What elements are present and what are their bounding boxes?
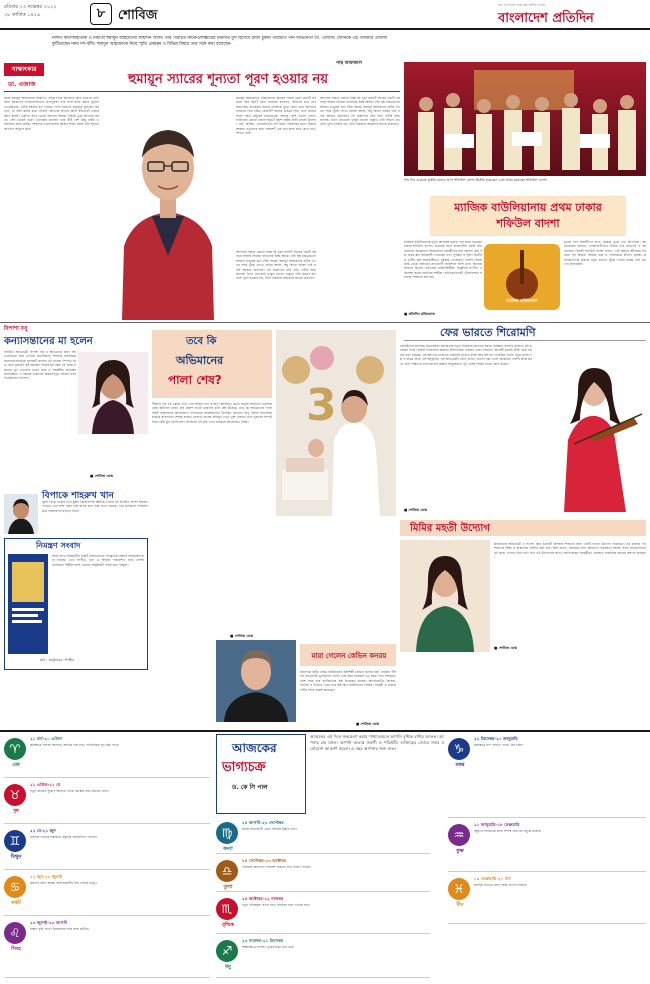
zodiac-text: নতুন পরিকল্পনা সফল হবে। সাহসের সঙ্গে এগিয়ে যান। (242, 903, 310, 907)
abhimaan-byline: ■ শোবিজ ডেস্ক (230, 634, 253, 638)
bauli-body-right: চূড়ান্ত পর্বে বিজয়ীদের হাতে পুরস্কার তুলে দেন অতিথিরা। আয়োজকরা জানান, লোকসংগীতের ঐতিহ্য ধরে রাখতেই এ আয়োজন। বিজয়ী শফিউল বাদশা বলেন, এটি আমার জীবনের সবচেয়ে বড় অর্জন। আমার গুরু ও পরিবারকে উৎসর্গ করছি। প্রতিযোগিতার মাধ্যমে নতুন প্রতিভা খুঁজে পাওয়া যাচ্ছে বলে মত দেন বিচারকরা। (564, 240, 646, 267)
bauli-headline: ম্যাজিক বাউলিয়ানায় প্রথম ঢাকার শফিউল বাদশা (454, 201, 602, 230)
zodiac-name: কর্কট (11, 900, 21, 906)
zodiac-name: কুম্ভ (456, 848, 464, 854)
zodiac-text: কাজে মনোযোগী হোন। আর্থিক উন্নতি হবে। (242, 827, 297, 831)
nimantran-poster (8, 554, 48, 654)
zodiac-name: সিংহ (11, 946, 21, 952)
nimantran-headline: নিমন্ত্রণ সংবাদ (36, 541, 81, 550)
horoscope-title-1: আজকের (232, 741, 277, 755)
bauli-award-photo (404, 62, 646, 176)
horoscope-card (4, 826, 210, 870)
zodiac-text: আর্থিক লাভের যোগ। স্বাস্থ্য ভালো থাকবে। (474, 883, 528, 887)
zodiac-text: নতুন কাজের সুযোগ আসতে পারে। স্বাস্থ্যের প্রতি যত্নবান হোন। (30, 789, 109, 793)
balloon-number: 3 (306, 380, 337, 431)
mimi-body: কলকাতার অভিনেত্রী ও সাংসদ মিমি চক্রবর্তী অসহায় শিশুদের জন্য একটি দাতব্য উদ্যোগ নিয়েছেন। এর মাধ্যমে পথশিশুদের শিক্ষা ও স্বাস্থ্যসেবা নিশ্চিত করা হবে। মিমি বলেন, সমাজের প্রতি আমাদের দায়বদ্ধতা আছে। সবার সহযোগিতায় এই কাজ এগিয়ে নিতে চাই। তার এই উদ্যোগকে স্বাগত জানিয়েছেন সহকর্মীরা। ভক্তরাও সামাজিক মাধ্যমে প্রশংসা করছেন। (494, 542, 646, 560)
bauli-photo-caption: গত দিন গুরুকে তৃতীয় রানার আপ শফিউল বাদশা দ্বিতীয় হয়েছেন এবং প্রথম হয়েছেন শফিউল বাদশা (404, 178, 547, 182)
portrait-svg (104, 96, 232, 320)
section-title: শোবিজ (118, 8, 158, 23)
zodiac-name: তুলা (223, 884, 233, 890)
horoscope-card (4, 734, 210, 778)
zodiac-8-icon: ♏ (216, 898, 238, 920)
zodiac-2-icon: ♉ (4, 784, 26, 806)
zodiac-name: মেষ (12, 762, 20, 768)
shahrukh-photo (4, 494, 38, 534)
conroy-headline: মারা গেলেন কেভিন কনরয় (311, 652, 387, 660)
bauli-logo-label: ম্যাজিক বাউলিয়ানা (506, 298, 538, 303)
row1-divider (0, 322, 650, 323)
conroy-byline: ■ শোবিজ ডেস্ক (356, 722, 379, 726)
abhimaan-headline-1: তবে কি (186, 336, 217, 347)
abhimaan-headline-2: অভিমানের (176, 354, 224, 367)
horoscope-astrologer: ড. কে সি পাল (232, 784, 268, 791)
zodiac-name: মিথুন (10, 854, 22, 860)
zodiac-name: মকর (455, 762, 465, 768)
abhimaan-body: দীর্ঘদিন পর এক ফ্রেমে দেখা গেল শাকিব খান ও অপু বিশ্বাসকে। ছেলে জয়ের জন্মদিনে একসঙ্গে কেক কাটলেন তারা। ছবি প্রকাশ হতেই ভক্তদের মধ্যে প্রশ্ন উঠেছে, তবে কি অভিমানের পালা শেষ? জন্মদিনের আয়োজনে পরিবারের ঘনিষ্ঠজনেরা উপস্থিত ছিলেন। অপু বিশ্বাস সামাজিক মাধ্যমে ছবিগুলো শেয়ার করেন। সেখানে জয়ের হাসিমুখ দেখে খুশি ভক্তরা। তবে দুজনের সম্পর্ক নিয়ে কেউ মুখ খোলেননি। শোবিজে এই ছবি এখন সবচেয়ে আলোচিত বিষয়। (152, 402, 272, 424)
zodiac-date: ২৪ সেপ্টেম্বর-২৩ অক্টোবর (242, 858, 286, 863)
zodiac-date: ২১ জানুয়ারি-১৮ ফেব্রুয়ারি (474, 822, 520, 827)
nimantran-body: আজ রাতে রাজধানীর একটি মিলনায়তনে সাংস্কৃতিক সন্ধ্যার আয়োজন করা হয়েছে। এতে সংগীত, নৃত্য ও আবৃত্তি পরিবেশিত হবে। দেশের খ্যাতিমান শিল্পীরা অংশ নেবেন। অনুষ্ঠানটি সবার জন্য উন্মুক্ত। (52, 554, 144, 567)
interview-body-col2: হুমায়ূন আহমেদের পরিচালনায় কাজের সময়ে কোন কথাটি সবচেয়ে প্রিয় ছিল? তিনি সবসময় বলতেন, অভিনয় হতে হবে স্বাভাবিক। ক্যামেরার সামনে নিজেকে ভুলে যেতে হবে। আপনার সবচেয়ে প্রিয় চরিত্র কোনটি? অনেক চরিত্রই প্রিয়, তবে গ্রামের সহজ সরল মানুষের চরিত্রগুলো আমার বেশি ভালো লাগে। শুটিংয়ের কোনো মজার স্মৃতি? নুহাশ পল্লীর শুটিং মানেই উৎসব। গান, আড্ডা, খাওয়াদাওয়া সব মিলে পরিবারের মতো ছিলাম আমরা। নতুনদের জন্য পরামর্শ? ধৈর্য ধরে কাজ করে যেতে হবে, শিখতে হবে। (236, 96, 316, 136)
date-line-2: ২৮ কার্তিক ১৪২৯ (4, 12, 41, 18)
zodiac-10-icon: ♑ (448, 738, 470, 760)
zodiac-9-icon: ♐ (216, 940, 238, 962)
shiromoni-rule (404, 340, 646, 341)
zodiac-date: ২১ মার্চ-২০ এপ্রিল (30, 736, 62, 741)
shiromoni-byline: ■ শোবিজ ডেস্ক (404, 508, 427, 512)
zodiac-name: বৃশ্চিক (222, 922, 234, 928)
page-number (90, 3, 112, 25)
horoscope-intro: আজকের এই দিনে জন্মগ্রহণ করায় পাশ্চাত্যমতে আপনি বৃশ্চিক রাশির জাতক। আপনার গ্রহ মঙ্গল। আপনি অত্যন্ত সাহসী ও পরিশ্রমী। ব্যক্তিত্বের জোরে সবার মনোযোগ আকর্ষণ করেন। এ বছর আপনার জন্য শুভ। (310, 734, 444, 751)
brand-tagline: সত্য ও ন্যায়ের পক্ষে আপোষহীন দৈনিক (498, 3, 545, 7)
shiromoni-headline: ফের ভারতে শিরোমণি (440, 326, 536, 339)
interview-kicker (4, 63, 44, 76)
interview-headline-rule (4, 91, 400, 92)
conroy-body: কিংবদন্তি কার্টুন চরিত্র ব্যাটম্যানের কণ্ঠশিল্পী কেভিন কনরয় মারা গেছেন। দীর্ঘদিন ক্যানসারে ভুগছিলেন তিনি। তার বয়স হয়েছিল ৬৬ বছর। তিন দশকেরও বেশি সময় ধরে ব্যাটম্যানের কণ্ঠ দিয়েছেন কনরয়। অ্যানিমেটেড সিরিজ, সিনেমা ও ভিডিও গেমে তার কণ্ঠ ছিল ব্যাটম্যানের পরিচয়। সহকর্মী ও ভক্তরা গভীর শোক প্রকাশ করেছেন। (300, 670, 396, 692)
mimi-headline: মিমির মহতী উদ্যোগ (410, 523, 490, 534)
shiromoni-body: ঢালিউডের জনপ্রিয় চিত্রনায়িকা কলকাতার নতুন সিনেমায় অভিনয় করতে যাচ্ছেন। সম্প্রতি চুক্তিতে সই করেছেন তিনি। ছবিটি পরিচালনা করবেন টালিগঞ্জের একজন তরুণ নির্মাতা। আগামী মাসেই শুটিং শুরু হওয়ার কথা রয়েছে। এর আগেও ভারতের একাধিক ছবিতে কাজ করে প্রশংসা পেয়েছেন তিনি। নতুন ছবির গল্প ও চরিত্র নিয়ে বেশ উচ্ছ্বসিত এই অভিনেত্রী। তিনি বলেন, ভালো গল্প পেলে যেকোনো দেশেই কাজ করতে চাই। দর্শকদের ভালোবাসাই আমার অনুপ্রেরণা। দুই দেশের দর্শকই তাকে পছন্দ করেন। (400, 344, 532, 366)
zodiac-3-icon: ♊ (4, 830, 26, 852)
zodiac-date: ২১ এপ্রিল-২১ মে (30, 782, 61, 787)
mimi-photo (400, 540, 490, 652)
mimi-svg (400, 540, 490, 652)
award-photo-svg (404, 62, 646, 176)
bipasha-kicker: বিপাশা বসু (4, 326, 28, 332)
horoscope-card (448, 734, 646, 818)
interview-kicker-label: সাক্ষাৎকার (11, 66, 37, 73)
horoscope-card (448, 874, 646, 924)
shiromoni-photo (534, 344, 646, 512)
zodiac-1-icon: ♈ (4, 738, 26, 760)
page-number-label: ৮ (96, 5, 106, 21)
horoscope-card (216, 818, 430, 854)
zodiac-text: ব্যবসায় লাভের সম্ভাবনা। বন্ধুদের সহযোগিতা পাবেন। (30, 835, 97, 839)
birthday-svg (276, 330, 396, 516)
zodiac-7-icon: ♎ (216, 860, 238, 882)
conroy-svg (216, 640, 296, 722)
shahrukh-headline: বিপাকে শাহরুখ খান (42, 491, 114, 501)
zodiac-name: বৃষ (13, 808, 19, 814)
horoscope-card (4, 918, 210, 978)
conroy-photo (216, 640, 296, 722)
brand-logo: বাংলাদেশ প্রতিদিন (498, 11, 594, 26)
horoscope-card (4, 780, 210, 824)
zodiac-text: কর্মক্ষেত্রে সাফল্য আসবে। আর্থিক দিক শুভ। পারিবারিক সুখ বৃদ্ধি পাবে। (30, 743, 120, 747)
zodiac-text: শিক্ষাক্ষেত্রে সাফল্য। দূরের যাত্রা শুভ হবে। (242, 945, 295, 949)
zodiac-text: বন্ধুদের সহায়তায় কাজ সম্পন্ন হবে। মন প্রফুল্ল থাকবে। (474, 829, 542, 833)
masthead-rule (0, 28, 650, 30)
mimi-byline: ■ শোবিজ ডেস্ক (494, 646, 517, 650)
shahrukh-body: দুবাই থেকে ফেরার পথে মুম্বাই বিমানবন্দরে আটকে দেওয়া হয় বলিউড বাদশা শাহরুখ খানকে। তার সঙ্গে থাকা দামি ঘড়ির জন্য শুল্ক দিতে হয়েছে। পরে জরিমানা পরিশোধ করে বিমানবন্দর ছাড়েন তিনি। (42, 500, 148, 513)
horoscope-card (448, 820, 646, 872)
bauli-body-left: ম্যাজিক বাউলিয়ানার চতুর্থ আসরের চূড়ান্ত পর্বে প্রথম হয়েছেন ঢাকার শফিউল বাদশা। শুক্রবার রাতে রাজধানীর একটি মিলনায়তনে জমকালো আয়োজনে বিজয়ীদের নাম ঘোষণা করা হয়। প্রথম স্থান অধিকারী পেয়েছেন নগদ পুরস্কার ও ট্রফি। দ্বিতীয় ও তৃতীয় স্থান অধিকারীরাও পুরস্কার পেয়েছেন। দেশের বিভিন্ন প্রান্ত থেকে হাজারো প্রতিযোগী অডিশনে অংশ নেন। বিচারক হিসেবে ছিলেন খ্যাতিমান বাউলশিল্পীরা। অনুষ্ঠানে সংগীত পরিবেশন করেন জনপ্রিয় শিল্পীরা। প্রতিযোগিতাটি টেলিভিশনে সরাসরি সম্প্রচার করা হয়। (404, 240, 482, 280)
zodiac-date: ২২ জুন-২২ জুলাই (30, 874, 63, 879)
interview-headline: হুমায়ূন স্যারের শূন্যতা পূরণ হওয়ার নয় (128, 72, 328, 87)
zodiac-6-icon: ♍ (216, 822, 238, 844)
zodiac-date: ২৩ নভেম্বর-২১ ডিসেম্বর (242, 938, 284, 943)
horoscope-card (216, 936, 430, 978)
interview-body-col3: আপনার সামনে কোনো ইচ্ছে কি পূরণ হয়নি? স্যারের একটি গল্প নিয়ে আবার সিনেমা বানানোর ইচ্ছে আছে। তাঁর সৃষ্ট চরিত্রগুলো আজও মানুষের মনে বেঁচে আছে। হুমায়ূন আহমেদের নাটক এখনো দর্শক খুঁজে দেখে। মিসির আলি, হিমু কিংবা বাকের ভাই সবাই আজও জনপ্রিয়। এই জন্মদিনে তাঁর প্রতি গভীর শ্রদ্ধা জানাই। তিনি যেখানেই থাকুন ভালো থাকুন। তাঁর অভাব কখনোই পূরণ হওয়ার নয়, তিনি চিরকাল আমাদের হৃদয়ে থাকবেন। (320, 96, 400, 127)
horoscope-card (4, 872, 210, 916)
bipasha-body: বলিউড অভিনেত্রী বিপাশা বসু ও অভিনেতা করণ সিং গ্রোভারের ঘরে এসেছে কন্যাসন্তান। শনিবার সামাজিক যোগাযোগমাধ্যমে সুখবরটি জানান এই তারকা দম্পতি। মা ও মেয়ে দুজনেই সুস্থ আছেন। বিয়ের ছয় বছর পর প্রথম সন্তানের মুখ দেখলেন তারা। ভক্ত ও সহকর্মীরা শুভেচ্ছা জানাচ্ছেন। এ বছরের শুরুতেই অন্তঃসত্ত্বা হওয়ার খবর দিয়েছিলেন বিপাশা। (4, 350, 76, 381)
bipasha-photo (78, 352, 148, 434)
abhimaan-headline-3: পালা শেষ? (168, 373, 222, 387)
horoscope-card (216, 856, 430, 892)
interview-byline: পান্থ আফজাল (336, 61, 362, 66)
abhimaan-birthday-photo (276, 330, 396, 516)
shiromoni-svg (534, 344, 646, 512)
zodiac-name: কন্যা (223, 846, 233, 852)
zodiac-4-icon: ♋ (4, 876, 26, 898)
interview-body-col1: আজ হুমায়ূন আহমেদের জন্মদিন। তাঁকে নিয়ে আপনার স্মৃতি জানতে চাই। তিনি আমাদের বাংলাসাহিত্যের প্রাণপুরুষ। তার সঙ্গে কাজ করার সুযোগ পেয়েছিলাম, এটাই আমার বড় পাওয়া। তিনি যেভাবে মানুষকে মূল্যায়ন করতেন, তা অন্য কারও মধ্যে দেখিনি। অভিনয় জগতে আসা কীভাবে? একদম হঠাৎ করেই। একদিন স্যার ডেকে বললেন আমার নাটকে তুমি অভিনয় করবে। সেই থেকেই শুরু। এখনকার কাজের খবর কী? বেশ কিছু নাটক ও সিনেমায় কাজ করছি। দর্শকদের ভালোবাসাই আমার শক্তি। আজ তাঁর শূন্যতা প্রতিদিন অনুভব করি। (4, 96, 99, 131)
zodiac-date: ২৪ অক্টোবর-২২ নভেম্বর (242, 896, 284, 901)
zodiac-text: সম্মান বৃদ্ধি পাবে। প্রিয়জনের সঙ্গে সময় কাটবে। (30, 927, 89, 931)
zodiac-name: মীন (456, 902, 464, 908)
interview-portrait (104, 96, 232, 320)
horoscope-card (216, 894, 430, 934)
interview-guest: ডা. এজাজ (8, 81, 36, 88)
interview-intro: নন্দিত কথাসাহিত্যিক ও নির্মাতা হুমায়ূন আহমেদের জন্মদিন আজ। তাঁর পরিচিত নাটক-চলচ্চিত্রের নিয়মিত মুখ হিসেবে রাজ্য চুকান পরিচিতি পান অভিনেতা ডা. এজাজ। সোনিকে এই পরিবারে এজাজ ফুটিয়েছেন নানা দশ-বাঁধি। হুমায়ূন আহমেদকে নিয়ে স্মৃতি রোমন্থন ও বিভিন্ন বিষয়ে তার সঙ্গে কথা বলেছেন- (52, 36, 387, 47)
shahrukh-svg (4, 494, 38, 534)
zodiac-text: ভ্রমণের যোগ আছে। অপ্রয়োজনীয় ব্যয় এড়িয়ে চলুন। (30, 881, 97, 885)
bipasha-byline: ■ শোবিজ ডেস্ক (90, 474, 113, 478)
zodiac-11-icon: ♒ (448, 824, 470, 846)
poster-svg (8, 554, 48, 654)
bipasha-svg (78, 352, 148, 434)
interview-body-col2b: আপনার সামনে কোনো ইচ্ছে কি পূরণ হয়নি? স্যারের একটি গল্প নিয়ে আবার সিনেমা বানানোর ইচ্ছে আছে। তাঁর সৃষ্ট চরিত্রগুলো আজও মানুষের মনে বেঁচে আছে। হুমায়ূন আহমেদের নাটক এখনো দর্শক খুঁজে দেখে। মিসির আলি, হিমু কিংবা বাকের ভাই সবাই আজও জনপ্রিয়। এই জন্মদিনে তাঁর প্রতি গভীর শ্রদ্ধা জানাই। তিনি যেখানেই থাকুন ভালো থাকুন। তাঁর অভাব কখনোই পূরণ হওয়ার নয়, তিনি চিরকাল আমাদের হৃদয়ে থাকবেন। (236, 250, 316, 281)
zodiac-name: ধনু (225, 964, 231, 970)
horoscope-title-2: ভাগ্যচক্র (222, 760, 266, 775)
bipasha-headline: কন্যাসন্তানের মা হলেন (4, 336, 93, 347)
date-line-1: রবিবার ১৩ নভেম্বর ২০২২ (4, 4, 57, 10)
bauli-byline: ■ প্রতিদিন প্রতিবেদক (404, 312, 435, 316)
zodiac-date: ১৯ ফেব্রুয়ারি-২০ মার্চ (474, 876, 511, 881)
zodiac-text: কর্মক্ষেত্রে চাপ বাড়তে পারে। ধৈর্য ধরুন। (474, 743, 524, 747)
zodiac-date: ২৪ আগস্ট-২৩ সেপ্টেম্বর (242, 820, 284, 825)
zodiac-date: ২৩ জুলাই-২৩ আগস্ট (30, 920, 68, 925)
zodiac-date: ২২ ডিসেম্বর-২০ জানুয়ারি (474, 736, 518, 741)
zodiac-5-icon: ♌ (4, 922, 26, 944)
zodiac-text: পরিবারে আনন্দের পরিবেশ থাকবে। শুভ সংবাদ পাবেন। (242, 865, 312, 869)
masthead (0, 0, 650, 30)
horoscope-top-rule (0, 730, 650, 732)
zodiac-12-icon: ♓ (448, 878, 470, 900)
nimantran-footer: ছবি : অনুষ্ঠানের পোস্টার (40, 658, 75, 662)
bauli-logo (484, 244, 560, 310)
zodiac-date: ২২ মে-২১ জুন (30, 828, 56, 833)
